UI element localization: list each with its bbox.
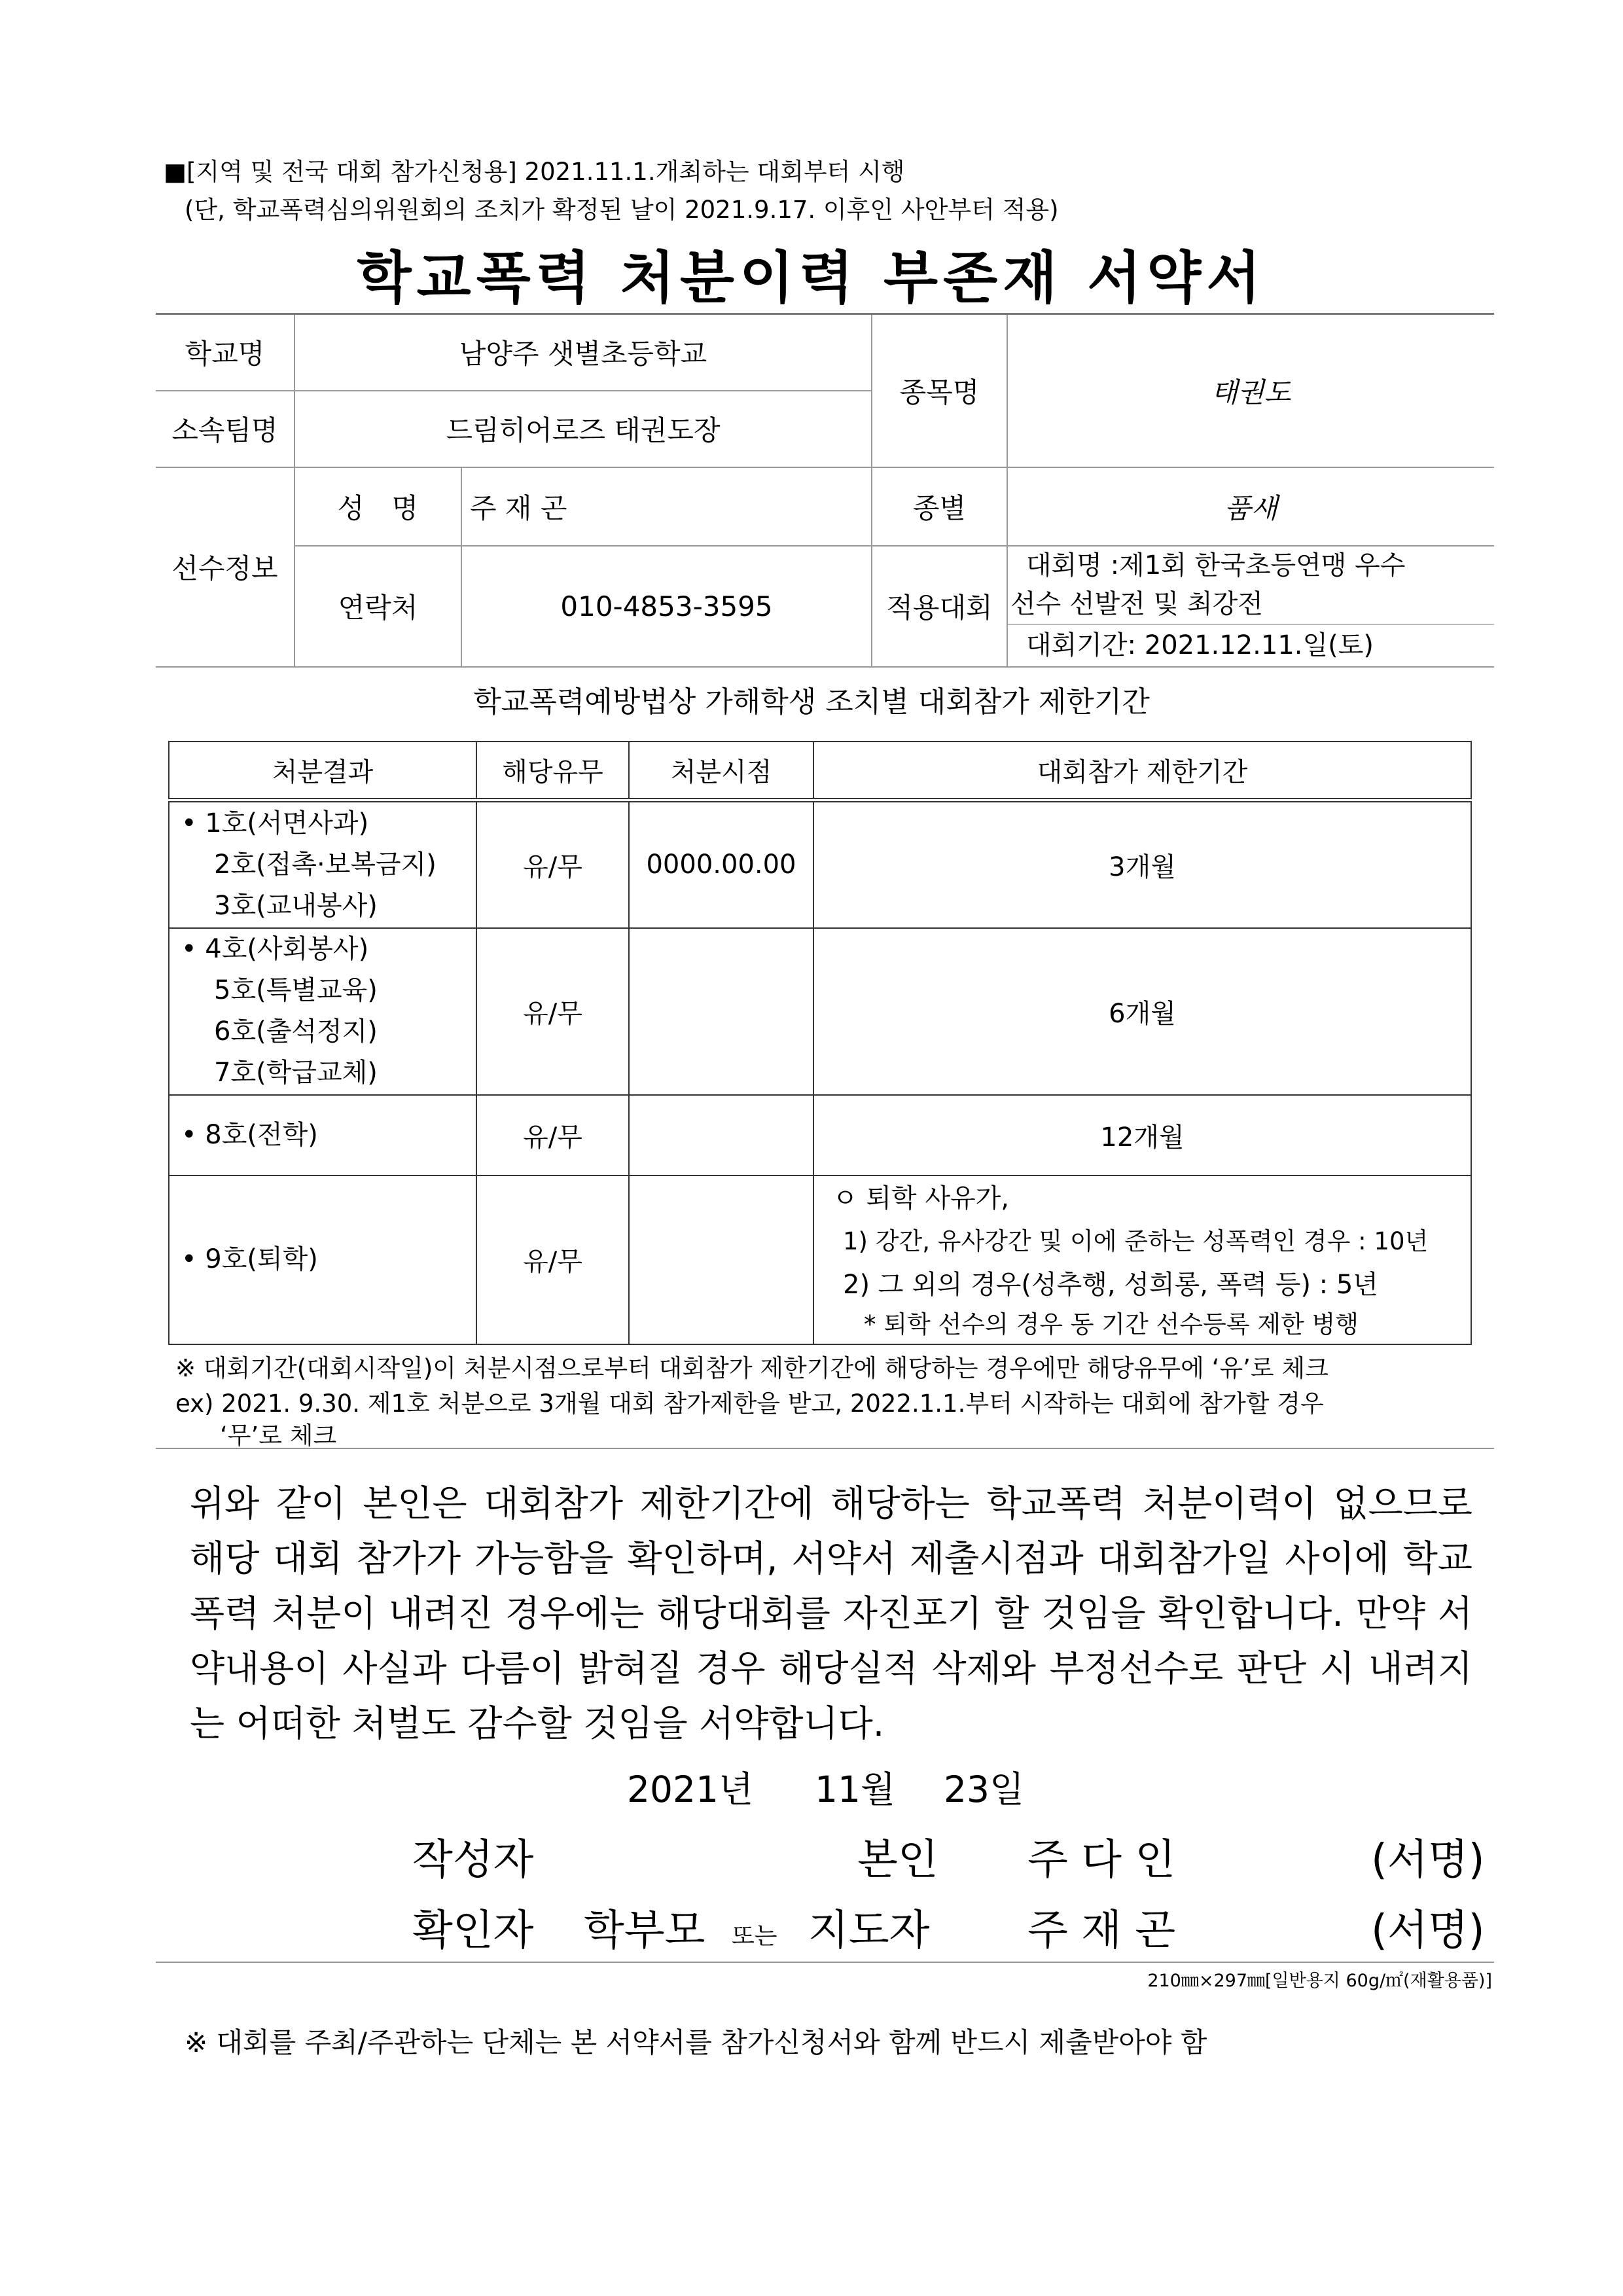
list-item: 5호(특별교육) [214,975,378,1005]
list-item: 2호(접촉·보복금지) [214,849,437,880]
disposition-date [629,1095,813,1175]
or-label: 또는 [732,1923,777,1950]
applicable-value: 유/무 [476,1095,629,1175]
note-example-cont: ‘무’로 체크 [220,1422,337,1450]
author-label: 작성자 [412,1836,534,1884]
competition-label: 적용대회 [872,546,1007,667]
disposition-list [169,1175,476,1344]
note-example: ex) 2021. 9.30. 제1호 처분으로 3개월 대회 참가제한을 받고, 2022.1.1.부터 시작하는 대회에 참가할 경우 [175,1390,1324,1418]
competition-period: 대회기간: 2021.12.11.일(토) [1026,630,1374,660]
note-check-rule: ※ 대회기간(대회시작일)이 처분시점으로부터 대회참가 제한기간에 해당하는 경우에만 해당유무에 ‘유’로 체크 [175,1354,1329,1382]
confirmer-label: 확인자 [412,1907,534,1955]
disposition-date: 0000.00.00 [629,800,813,928]
list-item: 6호(출석정지) [214,1016,378,1047]
team-label: 소속팀명 [156,391,294,467]
pledge-text: 위와 같이 본인은 대회참가 제한기간에 해당하는 학교폭력 처분이력이 없으므로 해당 대회 참가가 가능함을 확인하며, 서약서 제출시점과 대회참가일 사이에 학교폭력 처분이 내려진 경우에는 해당대회를 자진포기 할 것임을 확인합니다. 만약 서약내용이 사실과 다름이 밝혀질 경우 해당실적 삭제와 부정선수로 판단 시 내려지는 어떠한 처벌도 감수할 것임을 서약합니다. [190,1482,1472,1744]
author-signature-mark: (서명) [1371,1836,1485,1884]
table-row [169,1095,1471,1175]
table-row [169,1175,1471,1344]
name-label: 성 명 [294,467,461,546]
notice-line-1: ■[지역 및 전국 대회 참가신청용] 2021.11.1.개최하는 대회부터 시행 [164,158,905,186]
applicable-value: 유/무 [476,800,629,928]
header-disposition-date: 처분시점 [629,742,813,800]
pledge-date-year: 2021년 [627,1768,754,1810]
coach-label: 지도자 [808,1907,930,1955]
applicable-value: 유/무 [476,928,629,1095]
notice-line-2: (단, 학교폭력심의위원회의 조치가 확정된 날이 2021.9.17. 이후인 사안부터 적용) [185,196,1059,224]
disposition-list [169,800,476,928]
header-restriction-period: 대회참가 제한기간 [813,742,1471,800]
class-label: 종별 [872,467,1007,546]
school-label: 학교명 [156,314,294,391]
disposition-date [629,928,813,1095]
restriction-section-title: 학교폭력예방법상 가해학생 조치별 대회참가 제한기간 [473,685,1150,719]
list-item: • 8호(전학) [181,1119,318,1150]
restriction-period: 6개월 [813,928,1471,1095]
list-item: • 4호(사회봉사) [181,934,369,964]
restriction-period: 12개월 [813,1095,1471,1175]
pledge-date-day: 23일 [944,1768,1025,1810]
disposition-date [629,1175,813,1344]
divider [156,1962,1494,1963]
expulsion-note-heading: ㅇ 퇴학 사유가, [832,1183,1009,1213]
applicable-value: 유/무 [476,1175,629,1344]
restriction-period-detail [813,1175,1471,1344]
expulsion-note-2: 2) 그 외의 경우(성추행, 성희롱, 폭력 등) : 5년 [843,1269,1378,1300]
document-title: 학교폭력 처분이력 부존재 서약서 [357,245,1266,311]
competition-info [1007,546,1494,667]
list-item: 7호(학급교체) [214,1058,378,1088]
footer-note: ※ 대회를 주최/주관하는 단체는 본 서약서를 참가신청서와 함께 반드시 제출받아야 함 [185,2026,1207,2058]
expulsion-note-1: 1) 강간, 유사강간 및 이에 준하는 성폭력인 경우 : 10년 [843,1227,1429,1255]
name-value: 주 재 곤 [461,467,872,546]
school-value: 남양주 샛별초등학교 [294,314,872,391]
event-label: 종목명 [872,314,1007,467]
divider [156,1448,1494,1449]
restriction-period: 3개월 [813,800,1471,928]
confirmer-signature-mark: (서명) [1371,1907,1485,1955]
parent-label: 학부모 [584,1907,705,1955]
table-row [169,800,1471,928]
class-value: 품새 [1007,467,1494,546]
list-item: • 1호(서면사과) [181,808,369,838]
athlete-info-label: 선수정보 [156,467,294,667]
disposition-list [169,928,476,1095]
expulsion-note-3: * 퇴학 선수의 경우 동 기간 선수등록 제한 병행 [864,1310,1359,1338]
header-applicable: 해당유무 [476,742,629,800]
list-item: 3호(교내봉사) [214,890,378,921]
disposition-list [169,1095,476,1175]
restriction-table [168,741,1472,1345]
contact-label: 연락처 [294,546,461,667]
author-name: 주 다 인 [1027,1836,1176,1884]
competition-name-line-2: 선수 선발전 및 최강전 [1008,584,1494,625]
team-value: 드림히어로즈 태권도장 [294,391,872,467]
header-disposition: 처분결과 [169,742,476,800]
paper-spec: 210㎜×297㎜[일반용지 60g/㎡(재활용품)] [1147,1971,1492,1991]
applicant-info-table [156,313,1494,668]
confirmer-name: 주 재 곤 [1027,1907,1176,1955]
list-item: • 9호(퇴학) [181,1244,318,1274]
contact-value: 010-4853-3595 [461,546,872,667]
competition-name-line-1: 대회명 :제1회 한국초등연맹 우수 [1026,550,1406,581]
pledge-date-month: 11월 [815,1768,896,1810]
event-value: 태권도 [1007,314,1494,467]
table-row [169,928,1471,1095]
self-label: 본인 [857,1836,938,1884]
